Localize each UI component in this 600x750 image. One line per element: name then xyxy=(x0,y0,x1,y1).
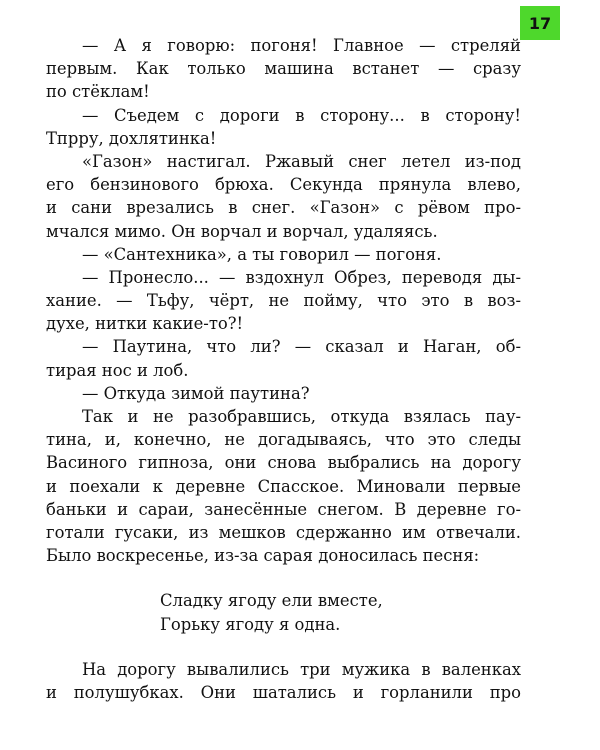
paragraph xyxy=(46,335,521,381)
body-text xyxy=(46,34,521,704)
verse-line: Горьку ягоду я одна. xyxy=(160,614,341,634)
text-line: хание. — Тьфу, чёрт, не пойму, что это в воз- xyxy=(46,291,521,311)
text-line: тирая нос и лоб. xyxy=(46,360,189,380)
text-line: Было воскресенье, из-за сарая доносилась песня: xyxy=(46,546,480,566)
verse-line: Сладку ягоду ели вместе, xyxy=(160,591,383,611)
text-line: баньки и сараи, занесённые снегом. В деревне го- xyxy=(46,499,521,519)
text-line: его бензинового брюха. Секунда прянула влево, xyxy=(46,175,521,195)
paragraph xyxy=(46,243,521,266)
text-line: мчался мимо. Он ворчал и ворчал, удаляясь. xyxy=(46,221,438,241)
text-line: Тпрру, дохлятинка! xyxy=(46,128,217,148)
text-line: — Паутина, что ли? — сказал и Наган, об- xyxy=(82,337,521,357)
text-line: — «Сантехника», а ты говорил — погоня. xyxy=(82,244,442,264)
paragraph xyxy=(46,150,521,243)
paragraph xyxy=(46,34,521,104)
paragraph xyxy=(46,658,521,704)
text-line: и полушубках. Они шатались и горланили про xyxy=(46,682,521,702)
spacer xyxy=(46,567,521,589)
text-line: На дорогу вывалились три мужика в валенках xyxy=(82,659,521,679)
text-line: Васиного гипноза, они снова выбрались на дорогу xyxy=(46,453,521,473)
text-line: Так и не разобравшись, откуда взялась пау- xyxy=(82,407,521,426)
text-line: «Газон» настигал. Ржавый снег летел из-под xyxy=(82,151,521,171)
spacer xyxy=(46,636,521,658)
text-line: и поехали к деревне Спасское. Миновали первые xyxy=(46,476,521,496)
text-line: — А я говорю: погоня! Главное — стреляй xyxy=(82,36,521,55)
page-number: 17 xyxy=(528,13,552,33)
verse xyxy=(46,589,521,635)
paragraph xyxy=(46,382,521,405)
paragraph xyxy=(46,266,521,336)
page-number-tab xyxy=(520,6,560,40)
text-line: готали гусаки, из мешков сдержанно им отвечали. xyxy=(46,522,521,542)
text-line: — Откуда зимой паутина? xyxy=(82,383,310,403)
text-line: первым. Как только машина встанет — сразу xyxy=(46,59,521,79)
text-line: — Съедем с дороги в сторону... в сторону! xyxy=(82,105,521,125)
paragraph xyxy=(46,104,521,150)
paragraph xyxy=(46,405,521,567)
text-line: духе, нитки какие-то?! xyxy=(46,314,244,334)
text-line: — Пронесло... — вздохнул Обрез, переводя ды- xyxy=(82,267,521,287)
text-line: тина, и, конечно, не догадываясь, что это следы xyxy=(46,430,521,450)
text-line: по стёклам! xyxy=(46,82,150,102)
text-line: и сани врезались в снег. «Газон» с рёвом про- xyxy=(46,198,521,218)
